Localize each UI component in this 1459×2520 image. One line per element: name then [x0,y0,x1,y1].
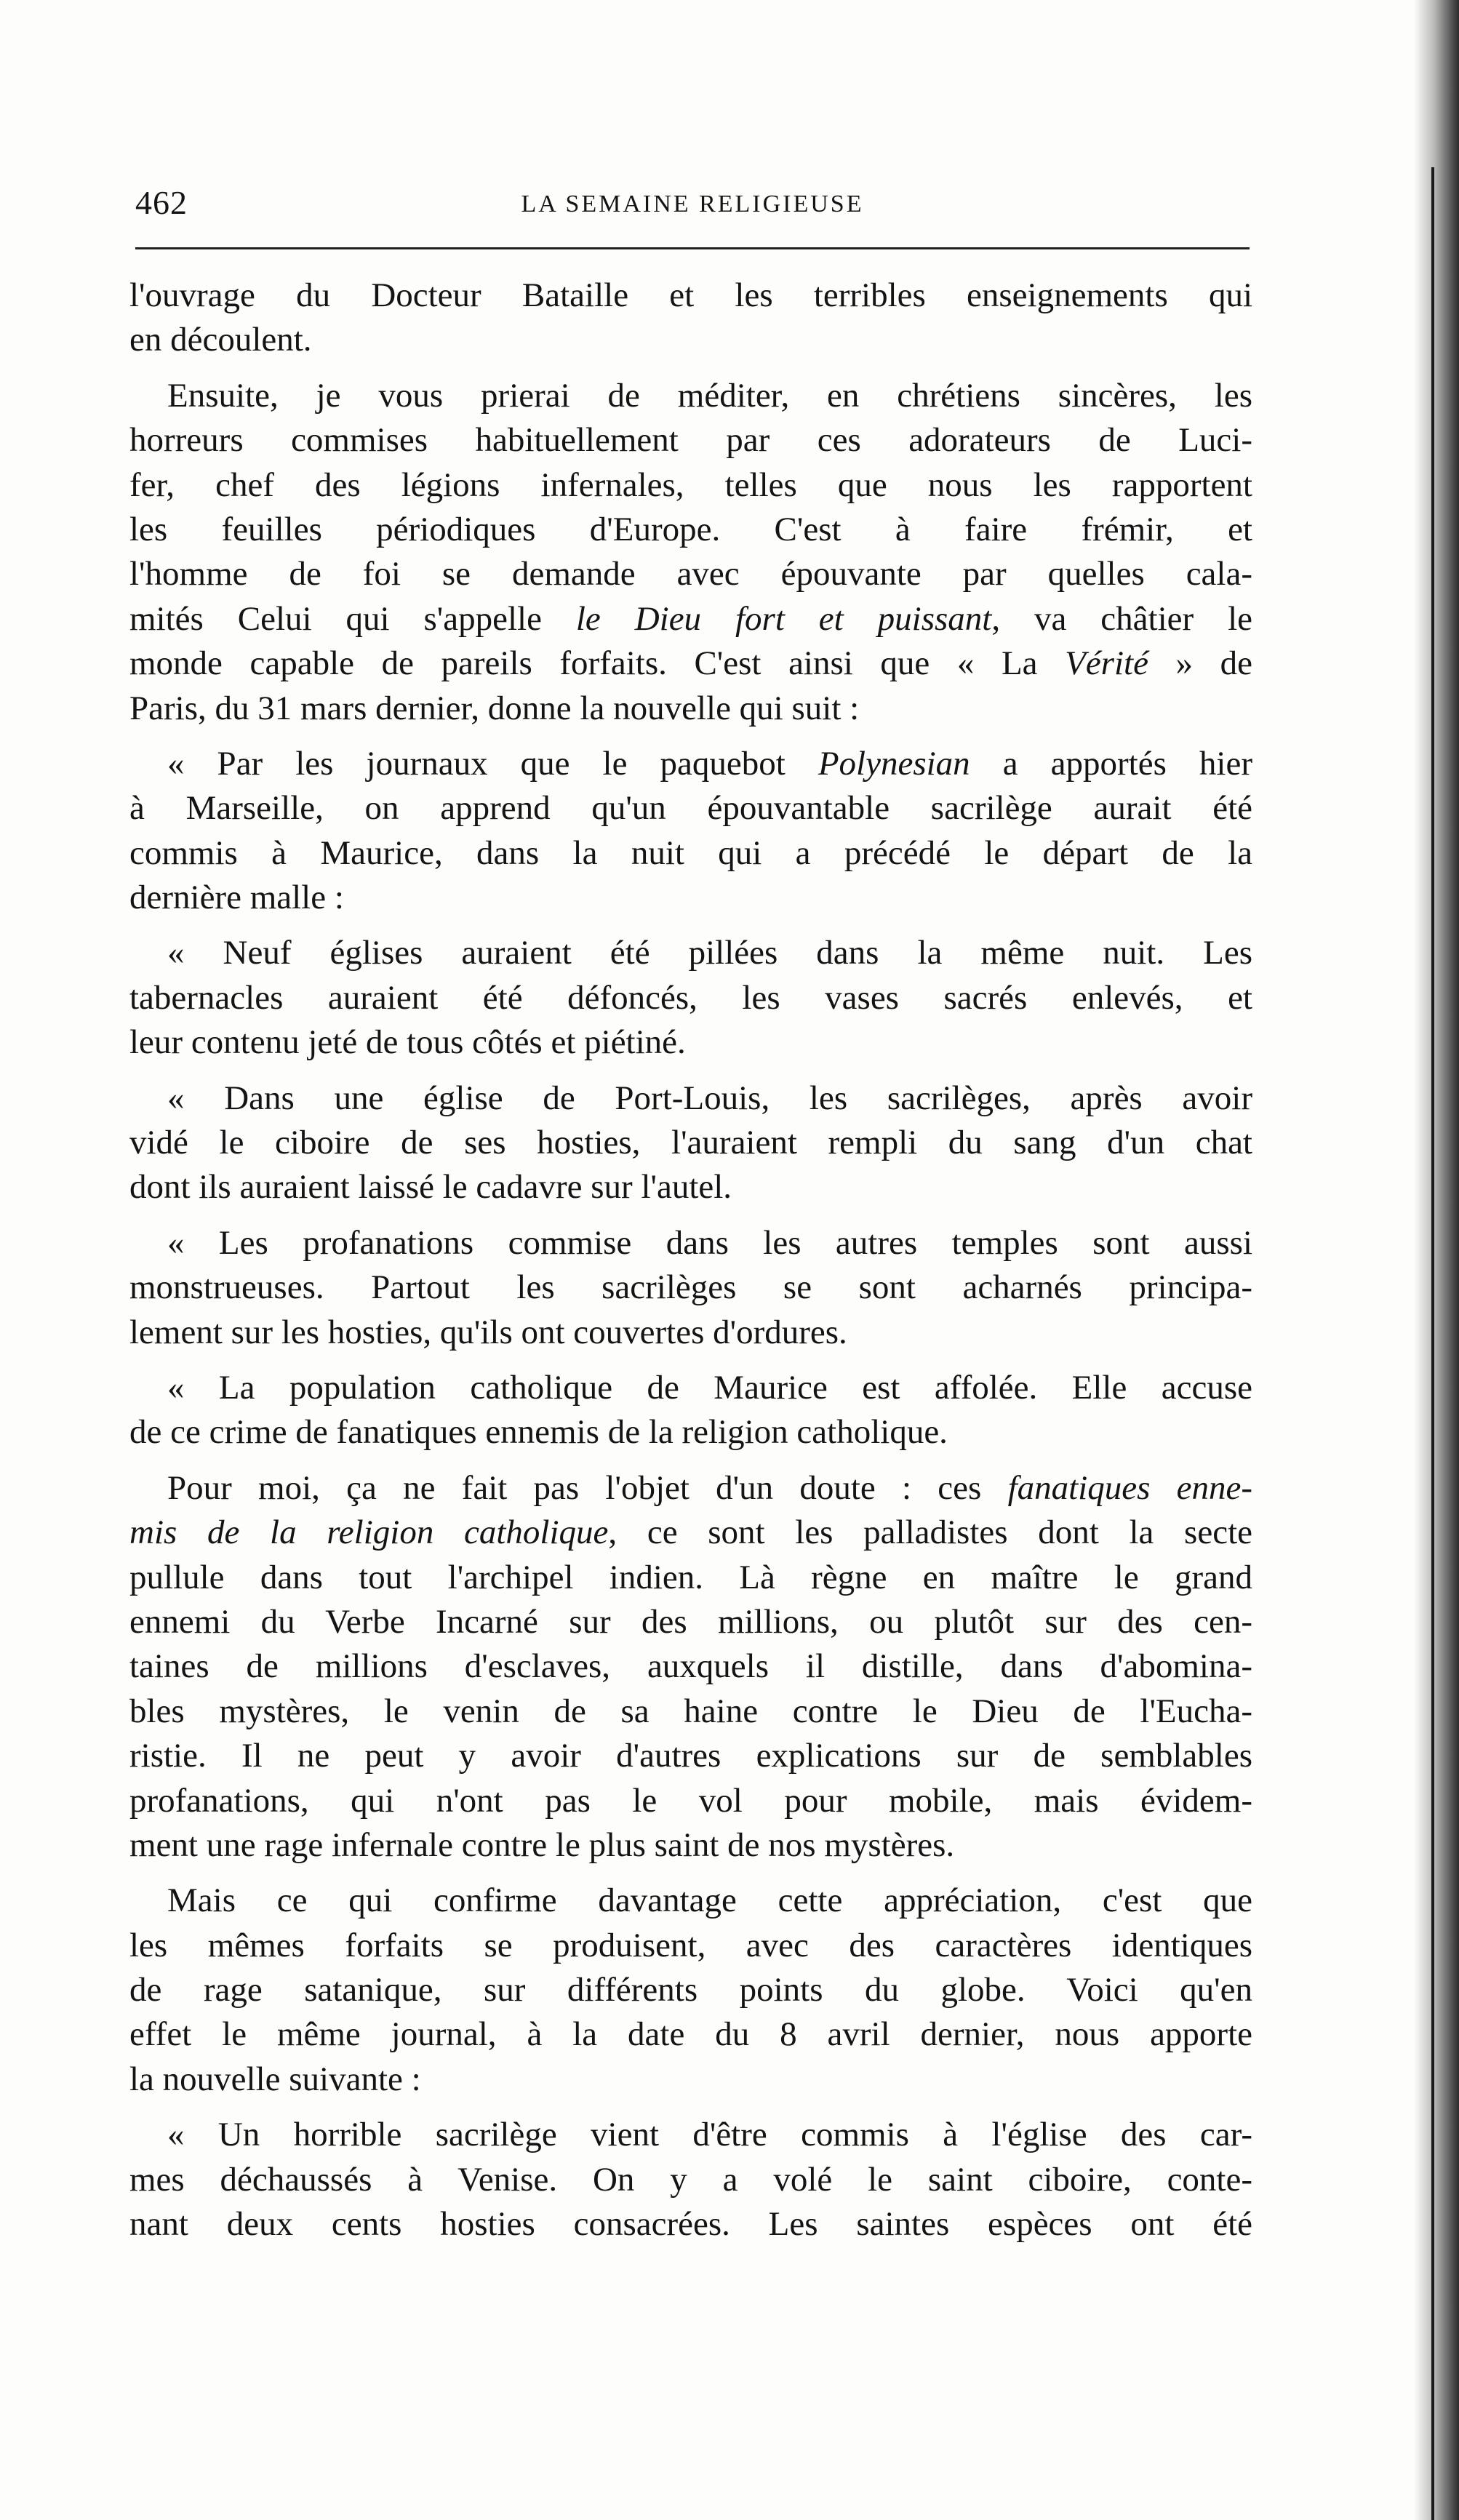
paragraph [129,1221,1252,1355]
paragraph-gap [129,1210,1252,1221]
paragraph [129,742,1252,921]
text-line: de rage satanique, sur différents points du globe. Voici qu'en [129,1971,1252,2009]
text-line: mis de la religion catholique, ce sont les palladistes dont la secte [129,1513,1252,1552]
page-edge-shadow [1414,0,1459,2520]
paragraph-gap [129,363,1252,374]
paragraph [129,273,1252,363]
text-line: lement sur les hosties, qu'ils ont couvertes d'ordures. [129,1313,847,1351]
text-line: tabernacles auraient été défoncés, les vases sacrés enlevés, et [129,978,1252,1017]
text-line: Paris, du 31 mars dernier, donne la nouvelle qui suit : [129,689,860,727]
text-line: dont ils auraient laissé le cadavre sur l'autel. [129,1168,732,1207]
text-line: horreurs commises habituellement par ces adorateurs de Luci- [129,421,1252,460]
paragraph [129,1879,1252,2102]
paragraph-gap [129,1355,1252,1366]
text-line: bles mystères, le venin de sa haine contre le Dieu de l'Eucha- [129,1692,1252,1730]
running-title: LA SEMAINE RELIGIEUSE [521,191,864,217]
text-line: « Un horrible sacrilège vient d'être commis à l'église des car- [167,2116,1252,2154]
text-line: ristie. Il ne peut y avoir d'autres explications sur de semblables [129,1737,1252,1775]
paragraph [129,1076,1252,1210]
paragraph-gap [129,1868,1252,1879]
text-line: pullule dans tout l'archipel indien. Là règne en maître le grand [129,1558,1252,1596]
text-line: Ensuite, je vous prierai de méditer, en chrétiens sincères, les [167,376,1252,415]
text-line: effet le même journal, à la date du 8 avril dernier, nous apporte [129,2015,1252,2054]
page-edge-line [1431,167,1434,2520]
paragraph [129,931,1252,1065]
paragraph [129,1466,1252,1868]
text-line: Mais ce qui confirme davantage cette appréciation, c'est que [167,1881,1252,1920]
paragraph-gap [129,2102,1252,2113]
text-line: profanations, qui n'ont pas le vol pour mobile, mais évidem- [129,1781,1252,1820]
text-line: les feuilles périodiques d'Europe. C'est à faire frémir, et [129,510,1252,548]
text-line: de ce crime de fanatiques ennemis de la religion catholique. [129,1413,948,1452]
paragraph [129,2113,1252,2247]
paragraph [129,1366,1252,1455]
running-head [135,183,1250,230]
italic-text: le Dieu fort et puissant [575,599,992,638]
text-line: « Neuf églises auraient été pillées dans la même nuit. Les [167,934,1252,972]
text-line: dernière malle : [129,879,344,917]
text-line: l'homme de foi se demande avec épouvante par quelles cala- [129,555,1252,593]
italic-text: mis de la religion catholique [129,1513,609,1552]
body-text [129,273,1252,2247]
text-line: ennemi du Verbe Incarné sur des millions, ou plutôt sur des cen- [129,1602,1252,1641]
paragraph-gap [129,1065,1252,1076]
text-line: « Dans une église de Port-Louis, les sacrilèges, après avoir [167,1079,1252,1117]
text-line: mités Celui qui s'appelle le Dieu fort et puissant, va châtier le [129,599,1253,638]
text-line: « Les profanations commise dans les autres temples sont aussi [167,1223,1252,1262]
text-line: Pour moi, ça ne fait pas l'objet d'un doute : ces fanatiques enne- [167,1468,1252,1507]
text-line: vidé le ciboire de ses hosties, l'auraient rempli du sang d'un chat [129,1124,1252,1162]
italic-text: fanatiques enne- [1007,1468,1252,1507]
text-line: ment une rage infernale contre le plus saint de nos mystères. [129,1825,955,1864]
text-line: « Par les journaux que le paquebot Polynesian a apportés hier [167,744,1252,783]
paragraph-gap [129,920,1252,931]
text-line: l'ouvrage du Docteur Bataille et les terribles enseignements qui [129,276,1252,314]
text-line: la nouvelle suivante : [129,2060,421,2098]
text-line: nant deux cents hosties consacrées. Les saintes espèces ont été [129,2205,1252,2244]
header-rule [135,247,1250,249]
text-line: les mêmes forfaits se produisent, avec des caractères identiques [129,1926,1252,1964]
paragraph-gap [129,1455,1252,1466]
paragraph-gap [129,731,1252,742]
page-number: 462 [135,184,188,221]
italic-text: Vérité [1065,644,1148,683]
text-line: en découlent. [129,321,312,359]
text-line: monstrueuses. Partout les sacrilèges se sont acharnés principa- [129,1268,1252,1307]
text-line: leur contenu jeté de tous côtés et piétiné. [129,1023,686,1062]
text-line: monde capable de pareils forfaits. C'est ainsi que « La Vérité » de [129,644,1252,683]
text-line: commis à Maurice, dans la nuit qui a précédé le départ de la [129,833,1252,872]
paragraph [129,374,1252,731]
text-line: « La population catholique de Maurice est affolée. Elle accuse [167,1368,1252,1407]
text-line: mes déchaussés à Venise. On y a volé le saint ciboire, conte- [129,2160,1252,2199]
text-line: taines de millions d'esclaves, auxquels il distille, dans d'abomina- [129,1647,1252,1686]
text-line: à Marseille, on apprend qu'un épouvantable sacrilège aurait été [129,789,1252,828]
text-line: fer, chef des légions infernales, telles que nous les rapportent [129,465,1252,504]
italic-text: Polynesian [818,744,970,783]
